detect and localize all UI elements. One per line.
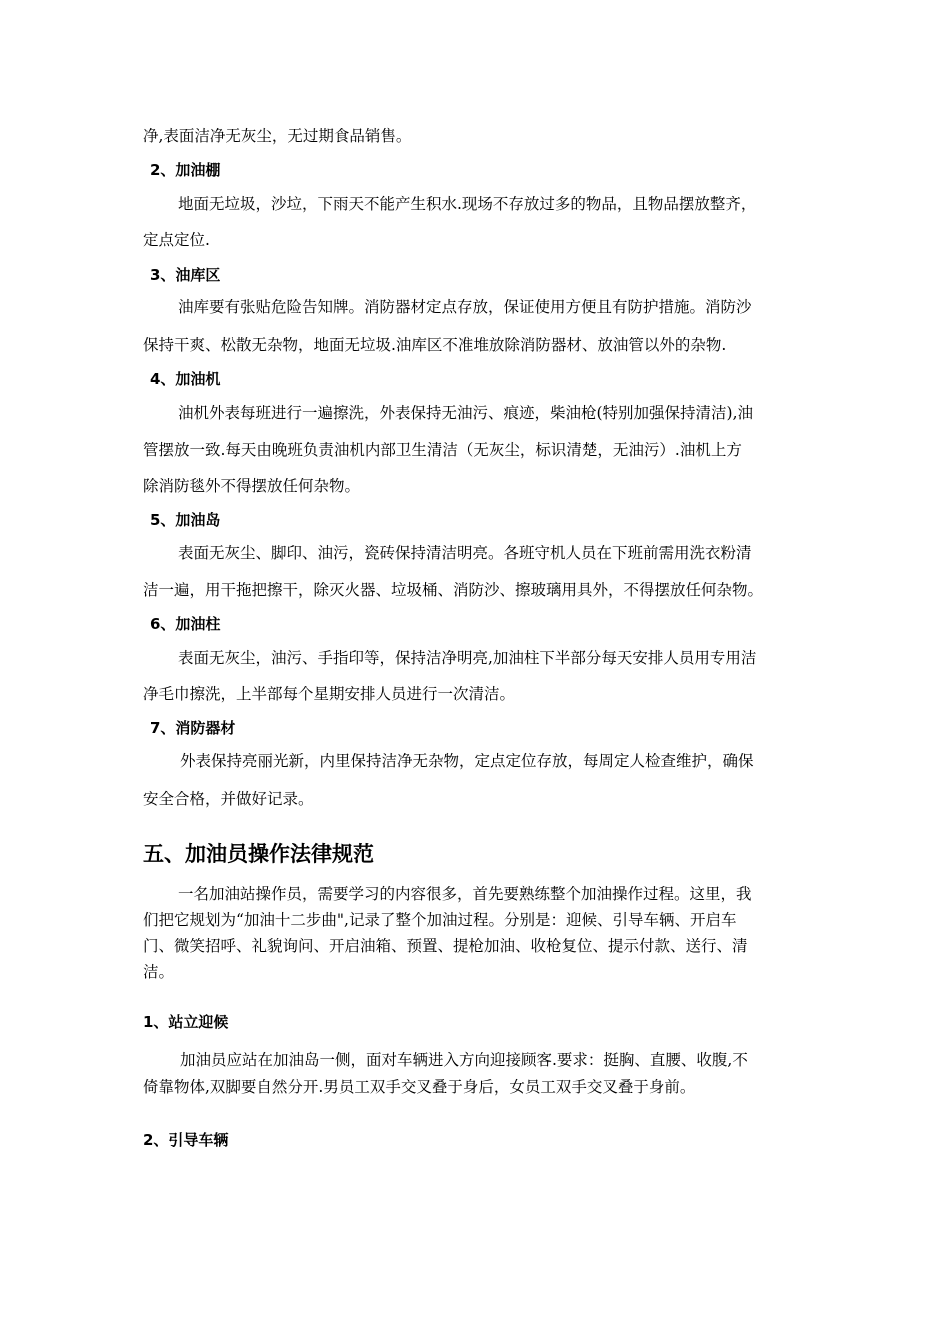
section-heading-dispenser: 4、加油机 [150, 370, 221, 388]
section-heading-island: 5、加油岛 [150, 511, 221, 529]
text-line: 门、微笑招呼、礼貌询问、开启油箱、预置、提枪加油、收枪复位、提示付款、送行、清 [143, 937, 748, 955]
text-line: 洁一遍，用干拖把擦干，除灭火器、垃圾桶、消防沙、擦玻璃用具外，不得摆放任何杂物。 [143, 581, 764, 599]
text-line: 洁。 [143, 963, 175, 981]
text-line: 地面无垃圾，沙垃，下雨天不能产生积水.现场不存放过多的物品，且物品摆放整齐， [178, 195, 757, 213]
step-heading-greeting: 1、站立迎候 [143, 1013, 229, 1031]
text-line: 外表保持亮丽光新，内里保持洁净无杂物，定点定位存放，每周定人检查维护，确保 [180, 752, 754, 770]
text-line: 油机外表每班进行一遍擦洗，外表保持无油污、痕迹，柴油枪(特别加强保持清洁),油 [178, 404, 754, 422]
text-line: 净,表面洁净无灰尘，无过期食品销售。 [143, 127, 412, 145]
text-line: 倚靠物体,双脚要自然分开.男员工双手交叉叠于身后，女员工双手交叉叠于身前。 [143, 1078, 696, 1096]
chapter-title: 五、加油员操作法律规范 [143, 842, 374, 866]
text-line: 加油员应站在加油岛一侧，面对车辆进入方向迎接顾客.要求：挺胸、直腰、收腹,不 [180, 1051, 748, 1069]
text-line: 安全合格，并做好记录。 [143, 790, 314, 808]
text-line: 净毛巾擦洗，上半部每个星期安排人员进行一次清洁。 [143, 685, 516, 703]
text-line: 保持干爽、松散无杂物，地面无垃圾.油库区不准堆放除消防器材、放油管以外的杂物. [143, 336, 727, 354]
text-line: 一名加油站操作员，需要学习的内容很多，首先要熟练整个加油操作过程。这里，我 [178, 885, 752, 903]
text-line: 们把它规划为“加油十二步曲",记录了整个加油过程。分别是：迎候、引导车辆、开启车 [143, 911, 737, 929]
text-line: 表面无灰尘、脚印、油污，瓷砖保持清洁明亮。各班守机人员在下班前需用洗衣粉清 [178, 544, 752, 562]
section-heading-fire-equipment: 7、消防器材 [150, 719, 236, 737]
text-line: 管摆放一致.每天由晚班负责油机内部卫生清洁（无灰尘，标识清楚，无油污）.油机上方 [143, 441, 742, 459]
text-line: 定点定位. [143, 231, 210, 249]
section-heading-canopy: 2、加油棚 [150, 161, 221, 179]
text-line: 除消防毯外不得摆放任何杂物。 [143, 477, 361, 495]
text-line: 油库要有张贴危险告知牌。消防器材定点存放，保证使用方便且有防护措施。消防沙 [178, 298, 752, 316]
text-line: 表面无灰尘，油污、手指印等，保持洁净明亮,加油柱下半部分每天安排人员用专用洁 [178, 649, 757, 667]
step-heading-guide-vehicle: 2、引导车辆 [143, 1131, 229, 1149]
section-heading-depot: 3、油库区 [150, 266, 221, 284]
section-heading-column: 6、加油柱 [150, 615, 221, 633]
